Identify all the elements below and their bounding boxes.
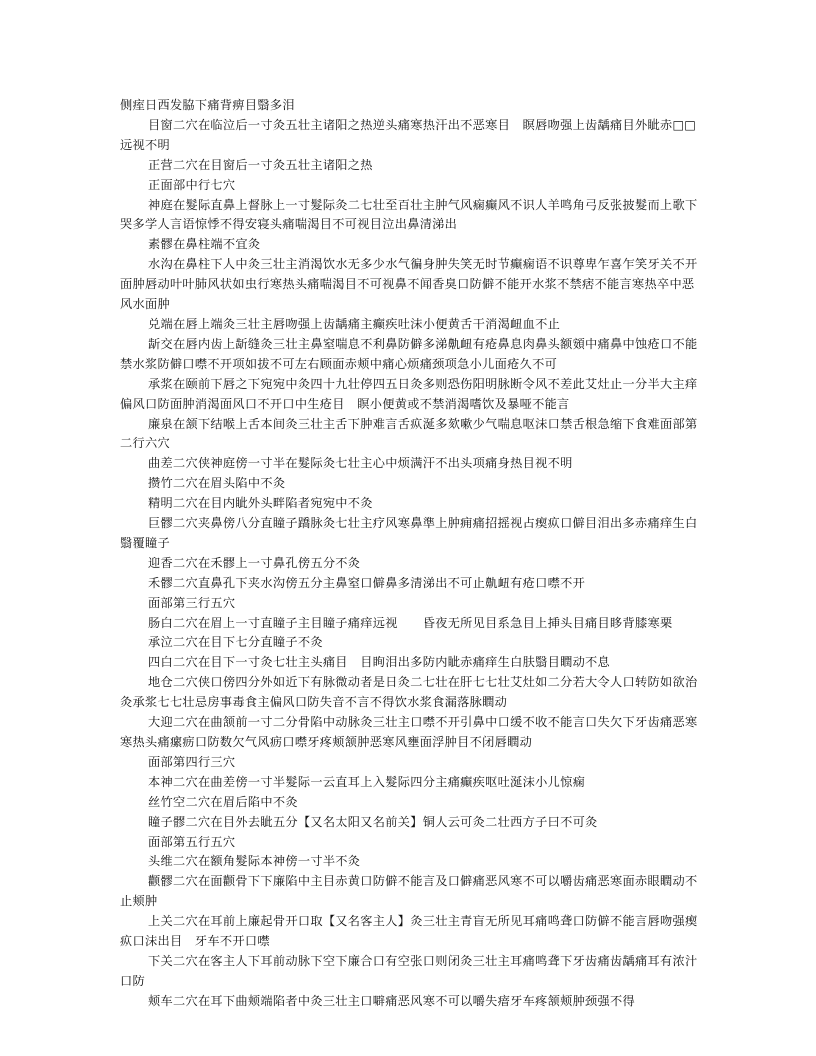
text-paragraph: 地仓二穴侠口傍四分外如近下有脉微动者是日灸二七壮在肝七七壮艾灶如二分若大令人口转防如欲治灸承浆七七壮忌房事毒食主偏风口防失音不言不得饮水浆食漏落脉瞤动: [120, 675, 698, 710]
text-paragraph: 瞳子髎二穴在目外去眦五分【又名太阳又名前关】铜人云可灸二壮西方子曰不可灸: [148, 814, 598, 829]
text-paragraph: 龂交在唇内齿上龂缝灸三壮主鼻窒喘息不利鼻防僻多涕鼽衄有疮鼻息肉鼻头额頞中痛鼻中蚀疮口不能禁水浆防僻口噤不开项如拔不可左右顾面赤颊中痛心烦痛颈项急小儿面疮久不可: [120, 336, 698, 371]
text-paragraph: 头维二穴在额角髮际本神傍一寸半不灸: [148, 854, 361, 869]
text-paragraph: 水沟在鼻柱下人中灸三壮主消渴饮水无多少水气徧身肿失笑无时节癫痫语不识尊卑乍喜乍笑牙关不开面肿唇动叶叶肺风状如虫行寒热头痛喘渴目不可视鼻不闻香臭口防僻不能开水浆不禁痞不能言寒热卒中恶风水面肿: [120, 257, 698, 312]
text-paragraph: 本神二穴在曲差傍一寸半髮际一云直耳上入髮际四分主痛癫疾呕吐涎沫小儿惊痫: [148, 774, 586, 789]
text-paragraph: 兑端在唇上端灸三壮主唇吻强上齿龋痛主癫疾吐沫小便黄舌干消渴衄血不止: [148, 316, 561, 331]
text-paragraph: 巨髎二穴夹鼻傍八分直瞳子蹻脉灸七壮主疗风寒鼻準上肿痈痛招摇视占瘈疭口僻目泪出多赤痛痒生白翳覆瞳子: [120, 516, 698, 550]
text-paragraph: 承泣二穴在目下七分直瞳子不灸: [148, 635, 323, 650]
text-paragraph: 攒竹二穴在眉头陷中不灸: [148, 476, 286, 491]
text-paragraph: 廉泉在颔下结喉上舌本间灸三壮主舌下肿难言舌疭涎多欬嗽少气喘息呕沫口禁舌根急缩下食难面部第二行六穴: [120, 416, 698, 451]
text-paragraph: 精明二穴在目内眦外头畔陷者宛宛中不灸: [148, 496, 373, 511]
text-paragraph: 颊车二穴在耳下曲颊端陷者中灸三壮主口噼痛恶风寒不可以嚼失瘖牙车疼颔颊肿颈强不得: [148, 993, 636, 1008]
text-paragraph: 下关二穴在客主人下耳前动脉下空下廉合口有空张口则闭灸三壮主耳痛鸣聋下牙齿痛齿龋痛耳有浓汁口防: [120, 953, 698, 988]
text-paragraph: 目窗二穴在临泣后一寸灸五壮主诸阳之热逆头痛寒热汗出不恶寒目 瞑唇吻强上齿龋痛目外眦赤□□远视不明: [120, 117, 697, 152]
text-paragraph: 面部第三行五穴: [148, 595, 236, 610]
text-paragraph: 面部第五行五穴: [148, 834, 236, 849]
text-paragraph: 侧痓日西发脇下痛背痹目翳多泪: [120, 98, 295, 112]
text-paragraph: 正营二穴在目窗后一寸灸五壮主诸阳之热: [148, 157, 373, 172]
text-paragraph: 迎香二穴在禾髎上一寸鼻孔傍五分不灸: [148, 555, 361, 570]
text-paragraph: 禾髎二穴直鼻孔下夹水沟傍五分主鼻窒口僻鼻多清涕出不可止鼽衄有疮口噤不开: [148, 575, 586, 590]
text-paragraph: 神庭在髮际直鼻上督脉上一寸髮际灸二七壮至百壮主肿气风痫癫风不识人羊鸣角弓反张披髮而上歌下哭多学人言语惊悸不得安寝头痛喘渴目不可视目泣出鼻清涕出: [120, 197, 698, 232]
text-paragraph: 正面部中行七穴: [148, 177, 236, 192]
text-paragraph: 四白二穴在目下一寸灸七壮主头痛目 目眴泪出多防内眦赤痛痒生白肤翳目瞤动不息: [148, 655, 611, 670]
text-paragraph: 曲差二穴侠神庭傍一寸半在髮际灸七壮主心中烦满汗不出头项痛身热目视不明: [148, 456, 573, 471]
text-paragraph: 肠白二穴在眉上一寸直瞳子主目瞳子痛痒远视 昏夜无所见目系急目上挿头目痛目眵背膝寒栗: [148, 615, 673, 630]
text-paragraph: 素髎在鼻柱端不宜灸: [148, 237, 261, 252]
text-paragraph: 承浆在颐前下唇之下宛宛中灸四十九壮停四五日灸多则恐伤阳明脉断令风不差此艾灶止一分半大主痒偏风口防面肿消渴面风口不开口中生疮目 瞑小便黄或不禁消渴嗜饮及暴哑不能言: [120, 376, 698, 411]
text-paragraph: 上关二穴在耳前上廉起骨开口取【又名客主人】灸三壮主青盲无所见耳痛鸣聋口防僻不能言唇吻强瘈疭口沫出目 牙车不开口噤: [120, 914, 698, 949]
text-paragraph: 颧髎二穴在面颧骨下下廉陷中主目赤黄口防僻不能言及口僻痛恶风寒不可以嚼齿痛恶寒面赤眼瞤动不止颊肿: [120, 874, 698, 909]
text-paragraph: 面部第四行三穴: [148, 754, 236, 769]
document-page: [120, 96, 698, 1012]
text-paragraph: 大迎二穴在曲颔前一寸二分骨陷中动脉灸三壮主口噤不开引鼻中口缓不收不能言口失欠下牙齿痛恶寒寒热头痛瘰疬口防数欠气风疬口噤牙疼颊颔肿恶寒风壅面浮肿目不闭唇瞤动: [120, 715, 698, 749]
text-paragraph: 丝竹空二穴在眉后陷中不灸: [148, 794, 298, 809]
